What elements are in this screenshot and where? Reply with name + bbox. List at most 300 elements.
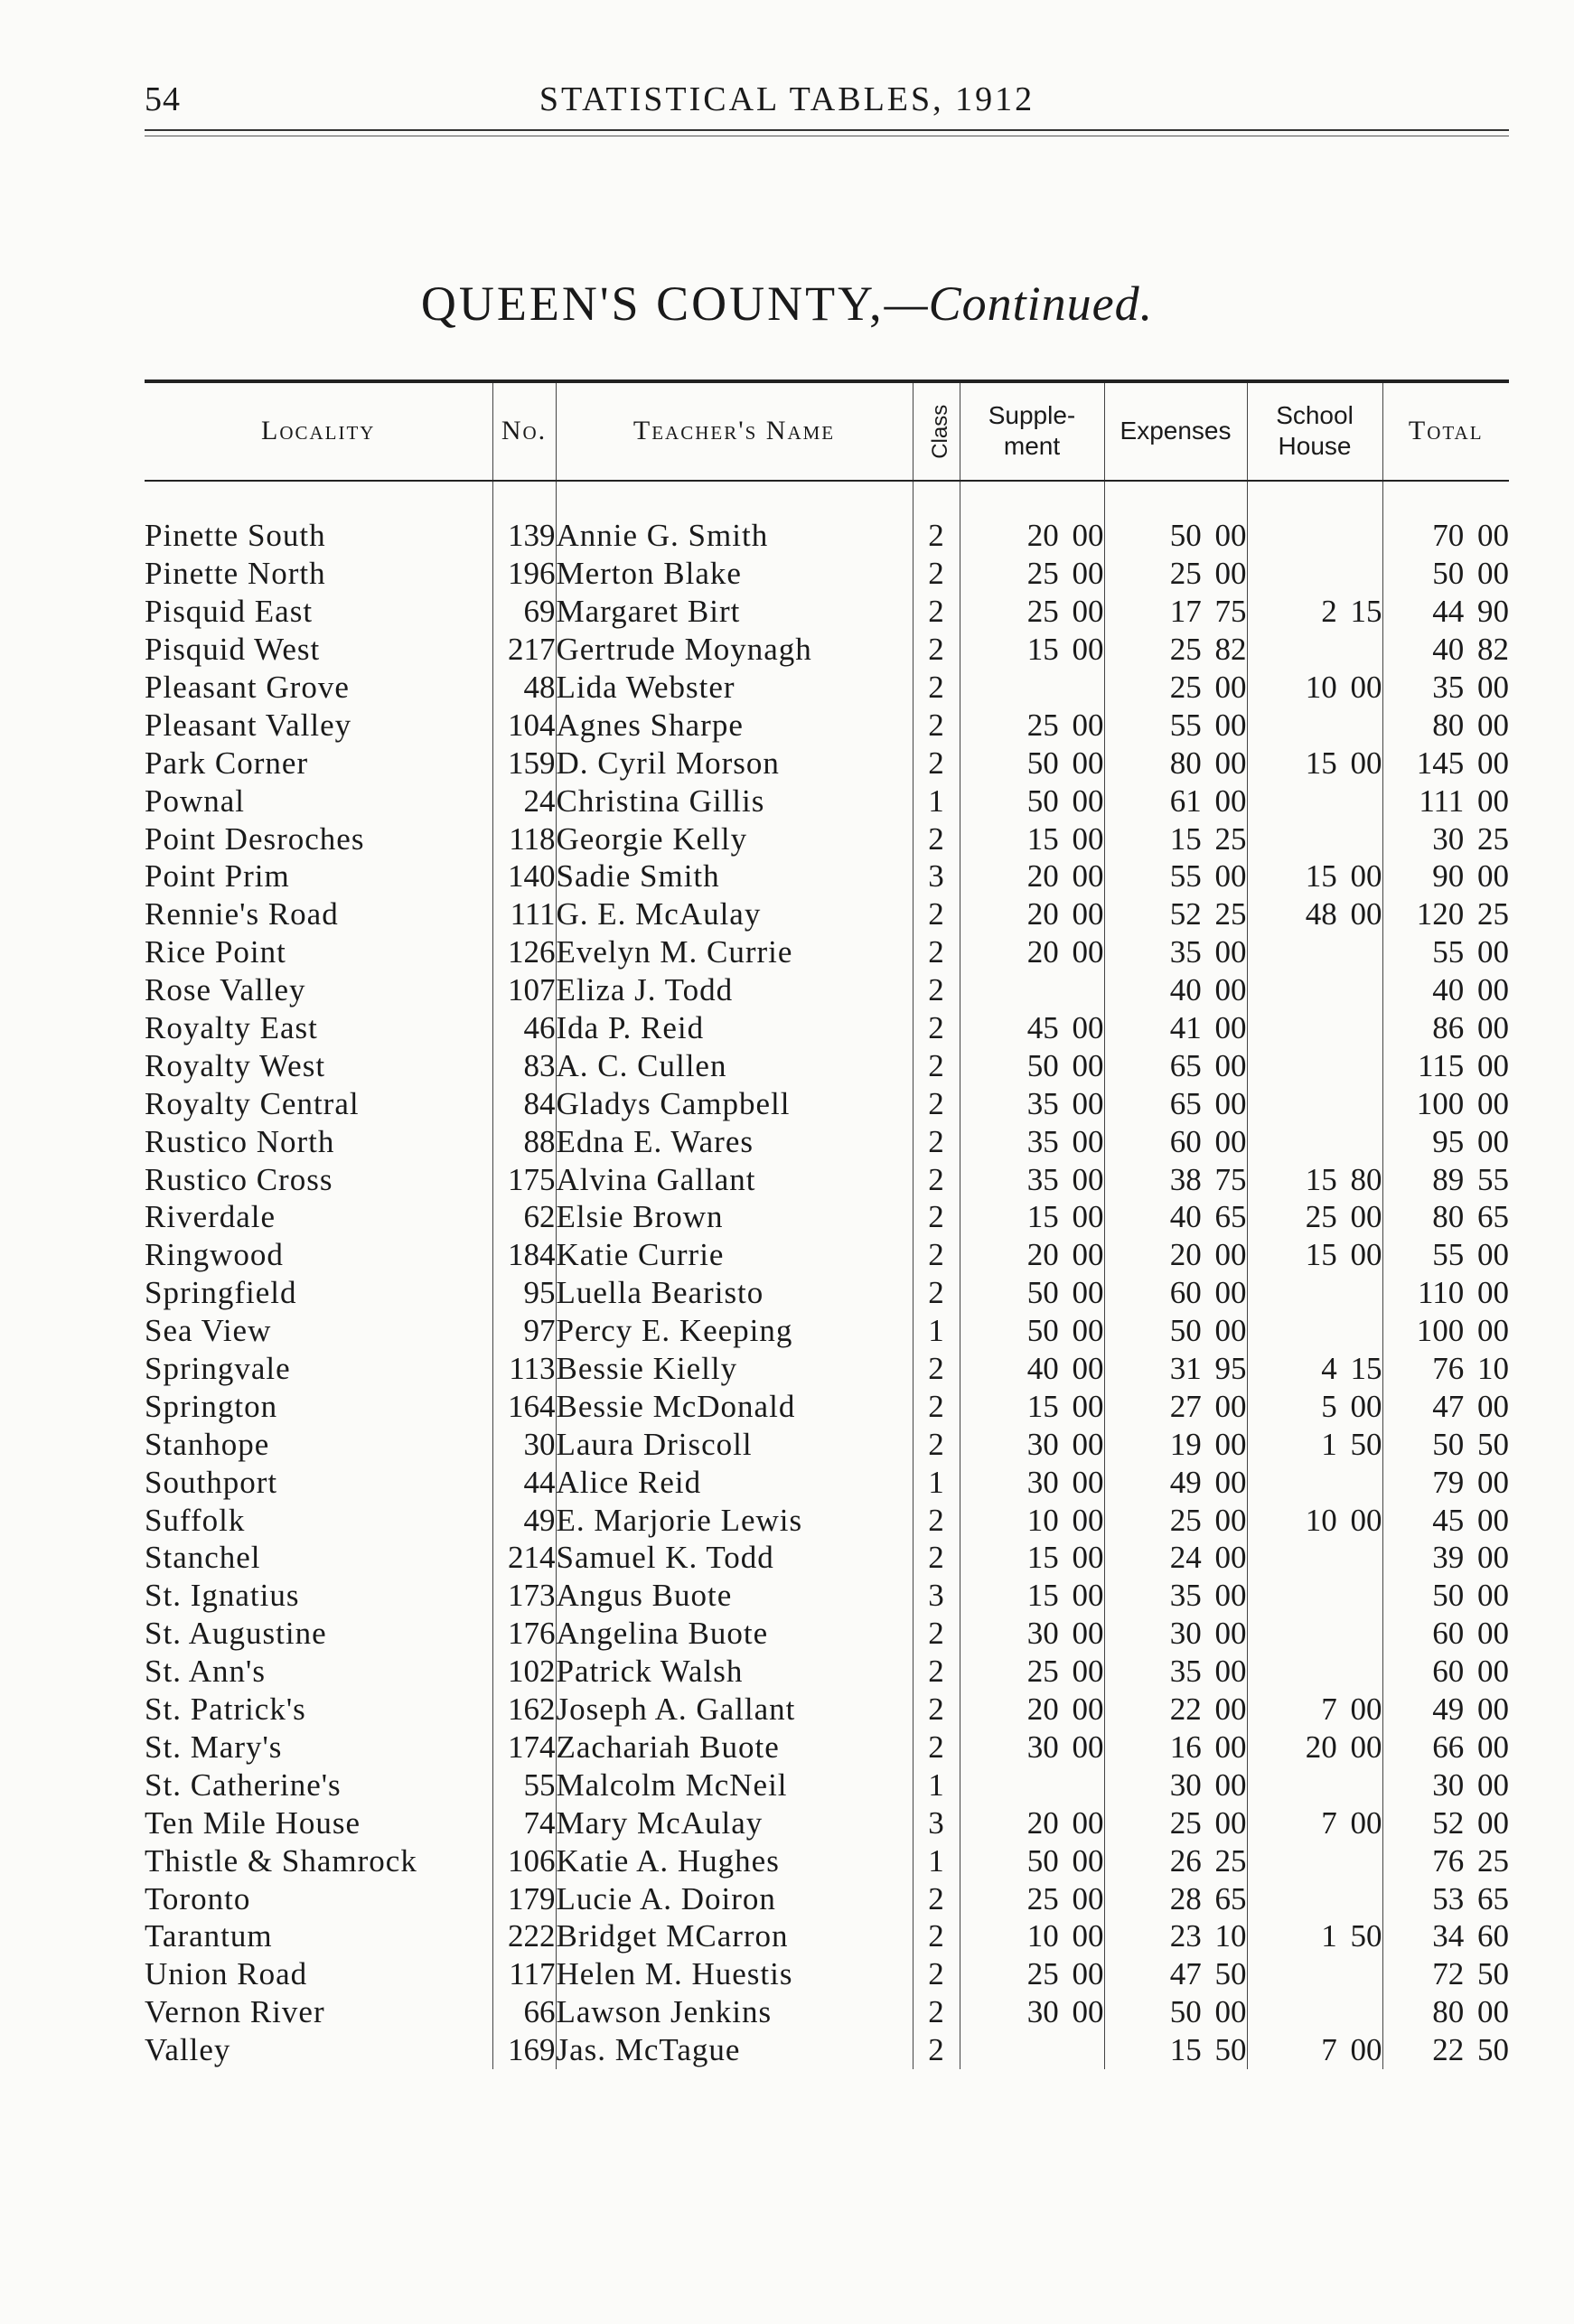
cell-class: 2: [913, 1046, 960, 1084]
cell-school-house: [1247, 1539, 1382, 1577]
cell-class: 2: [913, 593, 960, 631]
cell-school-house: 7 00: [1247, 2031, 1382, 2069]
cell-class: 2: [913, 971, 960, 1009]
cell-total: 55 00: [1382, 933, 1509, 971]
cell-supplement: 25 00: [960, 706, 1104, 744]
cell-teacher-name: Lida Webster: [556, 669, 913, 707]
cell-supplement: [960, 2031, 1104, 2069]
cell-school-house: [1247, 1653, 1382, 1691]
cell-class: 2: [913, 1691, 960, 1729]
cell-locality: Stanhope: [145, 1426, 270, 1462]
cell-supplement: [960, 1766, 1104, 1804]
table-row: [145, 1804, 1509, 1841]
cell-school-house: 1 50: [1247, 1917, 1382, 1955]
table-row: [145, 1729, 1509, 1766]
cell-school-house: [1247, 631, 1382, 669]
cell-expenses: 15 50: [1104, 2031, 1247, 2069]
cell-teacher-name: Mary McAulay: [556, 1804, 913, 1841]
cell-teacher-name: Malcolm McNeil: [556, 1766, 913, 1804]
cell-expenses: 20 00: [1104, 1236, 1247, 1274]
cell-teacher-name: Annie G. Smith: [556, 517, 913, 555]
cell-class: 2: [913, 1009, 960, 1047]
cell-school-number: 117: [492, 1955, 556, 1993]
table-title-main: QUEEN'S COUNTY,: [420, 276, 885, 331]
cell-class: 2: [913, 1955, 960, 1993]
cell-class: 2: [913, 706, 960, 744]
cell-school-house: 48 00: [1247, 895, 1382, 933]
cell-expenses: 65 00: [1104, 1084, 1247, 1122]
cell-school-number: 83: [492, 1046, 556, 1084]
cell-expenses: 27 00: [1104, 1387, 1247, 1425]
cell-school-number: 106: [492, 1841, 556, 1879]
cell-locality: Rustico North: [145, 1123, 335, 1159]
cell-school-number: 49: [492, 1501, 556, 1539]
cell-school-number: 173: [492, 1577, 556, 1615]
cell-total: 60 00: [1382, 1653, 1509, 1691]
cell-locality: Park Corner: [145, 745, 309, 781]
cell-school-number: 66: [492, 1993, 556, 2031]
cell-supplement: [960, 971, 1104, 1009]
cell-total: 47 00: [1382, 1387, 1509, 1425]
cell-expenses: 80 00: [1104, 744, 1247, 782]
cell-school-number: 111: [492, 895, 556, 933]
cell-locality: Valley: [145, 2032, 231, 2068]
cell-expenses: 65 00: [1104, 1046, 1247, 1084]
cell-supplement: 15 00: [960, 1577, 1104, 1615]
cell-locality: Toronto: [145, 1880, 251, 1916]
cell-total: 50 00: [1382, 1577, 1509, 1615]
cell-teacher-name: D. Cyril Morson: [556, 744, 913, 782]
table-row: [145, 1387, 1509, 1425]
cell-school-number: 169: [492, 2031, 556, 2069]
cell-expenses: 50 00: [1104, 1993, 1247, 2031]
table-row: [145, 517, 1509, 555]
cell-locality: Rennie's Road: [145, 896, 339, 932]
cell-school-house: 20 00: [1247, 1729, 1382, 1766]
cell-total: 44 90: [1382, 593, 1509, 631]
cell-class: 2: [913, 555, 960, 593]
cell-school-number: 102: [492, 1653, 556, 1691]
cell-expenses: 22 00: [1104, 1691, 1247, 1729]
cell-school-house: [1247, 555, 1382, 593]
cell-teacher-name: Katie Currie: [556, 1236, 913, 1274]
cell-school-house: 15 00: [1247, 857, 1382, 895]
cell-teacher-name: Bridget MCarron: [556, 1917, 913, 1955]
table-row: [145, 971, 1509, 1009]
cell-school-house: 5 00: [1247, 1387, 1382, 1425]
cell-school-number: 140: [492, 857, 556, 895]
cell-expenses: 28 65: [1104, 1879, 1247, 1917]
cell-class: 1: [913, 782, 960, 820]
cell-school-house: [1247, 1312, 1382, 1350]
cell-supplement: 10 00: [960, 1917, 1104, 1955]
cell-supplement: 50 00: [960, 1841, 1104, 1879]
cell-total: 80 65: [1382, 1198, 1509, 1236]
cell-teacher-name: Elsie Brown: [556, 1198, 913, 1236]
cell-class: 2: [913, 1917, 960, 1955]
cell-locality: Ten Mile House: [145, 1804, 361, 1841]
cell-class: 1: [913, 1766, 960, 1804]
cell-locality: Springton: [145, 1388, 278, 1424]
cell-total: 35 00: [1382, 669, 1509, 707]
cell-school-house: [1247, 1009, 1382, 1047]
cell-class: 2: [913, 1387, 960, 1425]
table-row: [145, 933, 1509, 971]
col-header-expenses: Expenses: [1104, 381, 1247, 481]
cell-expenses: 17 75: [1104, 593, 1247, 631]
cell-expenses: 25 00: [1104, 669, 1247, 707]
cell-supplement: 50 00: [960, 1312, 1104, 1350]
table-row: [145, 1993, 1509, 2031]
cell-teacher-name: G. E. McAulay: [556, 895, 913, 933]
cell-teacher-name: Patrick Walsh: [556, 1653, 913, 1691]
cell-locality: Stanchel: [145, 1540, 261, 1576]
cell-supplement: 15 00: [960, 1539, 1104, 1577]
cell-school-house: 4 15: [1247, 1350, 1382, 1388]
cell-expenses: 61 00: [1104, 782, 1247, 820]
cell-expenses: 25 00: [1104, 1804, 1247, 1841]
table-row: [145, 857, 1509, 895]
cell-total: 95 00: [1382, 1122, 1509, 1160]
table-title: [0, 276, 1574, 332]
col-header-class: Class: [913, 381, 960, 481]
cell-locality: St. Augustine: [145, 1616, 327, 1652]
cell-expenses: 25 00: [1104, 555, 1247, 593]
cell-school-number: 175: [492, 1160, 556, 1198]
table-row: [145, 782, 1509, 820]
cell-school-number: 222: [492, 1917, 556, 1955]
table-row: [145, 631, 1509, 669]
cell-locality: Pinette South: [145, 518, 326, 554]
table-row: [145, 1841, 1509, 1879]
cell-teacher-name: Luella Bearisto: [556, 1274, 913, 1312]
cell-school-house: [1247, 1046, 1382, 1084]
cell-teacher-name: Sadie Smith: [556, 857, 913, 895]
cell-supplement: 30 00: [960, 1615, 1104, 1653]
cell-locality: St. Catherine's: [145, 1766, 342, 1803]
table-row: [145, 1122, 1509, 1160]
cell-total: 50 00: [1382, 555, 1509, 593]
statistics-table: [145, 380, 1509, 2069]
cell-supplement: 20 00: [960, 857, 1104, 895]
cell-supplement: 25 00: [960, 1653, 1104, 1691]
cell-total: 30 25: [1382, 820, 1509, 857]
table-row: [145, 1463, 1509, 1501]
cell-teacher-name: E. Marjorie Lewis: [556, 1501, 913, 1539]
cell-school-number: 88: [492, 1122, 556, 1160]
cell-supplement: 40 00: [960, 1350, 1104, 1388]
cell-school-house: 15 00: [1247, 744, 1382, 782]
cell-class: 2: [913, 631, 960, 669]
cell-school-number: 104: [492, 706, 556, 744]
cell-school-number: 97: [492, 1312, 556, 1350]
cell-school-number: 118: [492, 820, 556, 857]
cell-teacher-name: Merton Blake: [556, 555, 913, 593]
cell-total: 76 10: [1382, 1350, 1509, 1388]
cell-school-number: 48: [492, 669, 556, 707]
cell-total: 40 00: [1382, 971, 1509, 1009]
cell-supplement: 30 00: [960, 1463, 1104, 1501]
cell-locality: Royalty Central: [145, 1085, 360, 1121]
cell-locality: Pisquid West: [145, 632, 321, 668]
cell-total: 110 00: [1382, 1274, 1509, 1312]
cell-expenses: 50 00: [1104, 517, 1247, 555]
cell-total: 80 00: [1382, 1993, 1509, 2031]
table-row: [145, 1577, 1509, 1615]
cell-school-number: 179: [492, 1879, 556, 1917]
cell-expenses: 35 00: [1104, 933, 1247, 971]
cell-class: 2: [913, 1993, 960, 2031]
cell-expenses: 16 00: [1104, 1729, 1247, 1766]
cell-locality: Rice Point: [145, 934, 286, 970]
cell-total: 39 00: [1382, 1539, 1509, 1577]
cell-supplement: 50 00: [960, 1046, 1104, 1084]
cell-locality: St. Ignatius: [145, 1578, 300, 1614]
cell-expenses: 60 00: [1104, 1122, 1247, 1160]
cell-teacher-name: Zachariah Buote: [556, 1729, 913, 1766]
cell-expenses: 15 25: [1104, 820, 1247, 857]
cell-supplement: 20 00: [960, 517, 1104, 555]
cell-supplement: 50 00: [960, 744, 1104, 782]
cell-locality: Ringwood: [145, 1237, 284, 1273]
cell-class: 2: [913, 2031, 960, 2069]
cell-teacher-name: Angelina Buote: [556, 1615, 913, 1653]
cell-locality: Royalty West: [145, 1047, 326, 1083]
table-row: [145, 1425, 1509, 1463]
table-row: [145, 593, 1509, 631]
cell-teacher-name: Agnes Sharpe: [556, 706, 913, 744]
cell-expenses: 47 50: [1104, 1955, 1247, 1993]
cell-locality: St. Ann's: [145, 1654, 266, 1690]
table-row: [145, 555, 1509, 593]
cell-school-number: 164: [492, 1387, 556, 1425]
table-row: [145, 1084, 1509, 1122]
cell-teacher-name: Evelyn M. Currie: [556, 933, 913, 971]
cell-locality: Pinette North: [145, 556, 326, 592]
cell-teacher-name: Christina Gillis: [556, 782, 913, 820]
cell-school-house: [1247, 1993, 1382, 2031]
cell-class: 1: [913, 1312, 960, 1350]
cell-total: 72 50: [1382, 1955, 1509, 1993]
cell-teacher-name: Eliza J. Todd: [556, 971, 913, 1009]
cell-school-number: 62: [492, 1198, 556, 1236]
cell-class: 2: [913, 1122, 960, 1160]
cell-teacher-name: A. C. Cullen: [556, 1046, 913, 1084]
cell-teacher-name: Georgie Kelly: [556, 820, 913, 857]
cell-total: 52 00: [1382, 1804, 1509, 1841]
col-header-supplement: Supple- ment: [960, 381, 1104, 481]
cell-locality: Point Desroches: [145, 820, 365, 857]
cell-total: 45 00: [1382, 1501, 1509, 1539]
cell-school-house: [1247, 1615, 1382, 1653]
col-header-locality: Locality: [145, 381, 492, 481]
cell-total: 79 00: [1382, 1463, 1509, 1501]
table-row: [145, 2031, 1509, 2069]
col-header-teacher: Teacher's Name: [556, 381, 913, 481]
cell-class: 2: [913, 744, 960, 782]
cell-expenses: 30 00: [1104, 1615, 1247, 1653]
cell-expenses: 41 00: [1104, 1009, 1247, 1047]
cell-locality: Springvale: [145, 1351, 291, 1387]
cell-school-number: 113: [492, 1350, 556, 1388]
cell-locality: Pownal: [145, 782, 245, 819]
table-row: [145, 895, 1509, 933]
cell-total: 111 00: [1382, 782, 1509, 820]
cell-school-house: [1247, 1879, 1382, 1917]
cell-school-number: 107: [492, 971, 556, 1009]
cell-total: 49 00: [1382, 1691, 1509, 1729]
cell-total: 30 00: [1382, 1766, 1509, 1804]
cell-class: 3: [913, 1577, 960, 1615]
cell-class: 3: [913, 1804, 960, 1841]
cell-total: 76 25: [1382, 1841, 1509, 1879]
cell-locality: St. Patrick's: [145, 1691, 306, 1728]
table-row: [145, 820, 1509, 857]
cell-expenses: 19 00: [1104, 1425, 1247, 1463]
cell-total: 66 00: [1382, 1729, 1509, 1766]
table-spacer-row: [145, 481, 1509, 517]
cell-expenses: 31 95: [1104, 1350, 1247, 1388]
cell-class: 2: [913, 1425, 960, 1463]
cell-total: 90 00: [1382, 857, 1509, 895]
cell-school-house: 7 00: [1247, 1804, 1382, 1841]
table-row: [145, 1350, 1509, 1388]
cell-teacher-name: Gertrude Moynagh: [556, 631, 913, 669]
cell-total: 115 00: [1382, 1046, 1509, 1084]
cell-class: 2: [913, 820, 960, 857]
cell-total: 60 00: [1382, 1615, 1509, 1653]
cell-locality: Tarantum: [145, 1918, 273, 1954]
col-header-no: No.: [492, 381, 556, 481]
cell-school-house: [1247, 933, 1382, 971]
cell-teacher-name: Samuel K. Todd: [556, 1539, 913, 1577]
table-row: [145, 1615, 1509, 1653]
cell-school-number: 217: [492, 631, 556, 669]
cell-total: 53 65: [1382, 1879, 1509, 1917]
cell-school-number: 24: [492, 782, 556, 820]
table-row: [145, 1160, 1509, 1198]
cell-teacher-name: Percy E. Keeping: [556, 1312, 913, 1350]
table-row: [145, 1046, 1509, 1084]
cell-locality: Suffolk: [145, 1502, 246, 1538]
cell-total: 70 00: [1382, 517, 1509, 555]
cell-class: 2: [913, 1274, 960, 1312]
table-row: [145, 1236, 1509, 1274]
table-row: [145, 744, 1509, 782]
cell-teacher-name: Katie A. Hughes: [556, 1841, 913, 1879]
cell-locality: Pleasant Grove: [145, 670, 350, 705]
cell-supplement: 15 00: [960, 1387, 1104, 1425]
cell-class: 2: [913, 1084, 960, 1122]
cell-expenses: 49 00: [1104, 1463, 1247, 1501]
cell-class: 2: [913, 1160, 960, 1198]
cell-supplement: 30 00: [960, 1425, 1104, 1463]
table-row: [145, 1009, 1509, 1047]
page-number: 54: [145, 80, 181, 118]
cell-class: 2: [913, 1653, 960, 1691]
cell-teacher-name: Bessie Kielly: [556, 1350, 913, 1388]
cell-school-house: [1247, 1577, 1382, 1615]
cell-total: 89 55: [1382, 1160, 1509, 1198]
cell-locality: Union Road: [145, 1956, 308, 1992]
cell-supplement: 30 00: [960, 1993, 1104, 2031]
cell-expenses: 50 00: [1104, 1312, 1247, 1350]
cell-school-number: 44: [492, 1463, 556, 1501]
cell-school-house: 10 00: [1247, 669, 1382, 707]
table-header-row: [145, 381, 1509, 481]
cell-locality: Point Prim: [145, 858, 290, 895]
cell-supplement: 25 00: [960, 555, 1104, 593]
cell-school-number: 159: [492, 744, 556, 782]
cell-locality: Springfield: [145, 1275, 297, 1311]
cell-teacher-name: Lucie A. Doiron: [556, 1879, 913, 1917]
cell-expenses: 38 75: [1104, 1160, 1247, 1198]
cell-locality: Thistle & Shamrock: [145, 1842, 417, 1879]
cell-class: 2: [913, 895, 960, 933]
cell-teacher-name: Ida P. Reid: [556, 1009, 913, 1047]
cell-school-number: 95: [492, 1274, 556, 1312]
table-row: [145, 669, 1509, 707]
cell-class: 2: [913, 1729, 960, 1766]
cell-teacher-name: Margaret Birt: [556, 593, 913, 631]
cell-school-house: [1247, 1274, 1382, 1312]
cell-total: 50 50: [1382, 1425, 1509, 1463]
table-row: [145, 1312, 1509, 1350]
cell-supplement: 25 00: [960, 1879, 1104, 1917]
cell-total: 80 00: [1382, 706, 1509, 744]
cell-class: 2: [913, 669, 960, 707]
cell-school-house: [1247, 1122, 1382, 1160]
cell-locality: Rose Valley: [145, 972, 306, 1008]
cell-class: 2: [913, 1198, 960, 1236]
cell-supplement: 35 00: [960, 1084, 1104, 1122]
cell-school-house: [1247, 706, 1382, 744]
cell-total: 120 25: [1382, 895, 1509, 933]
cell-supplement: 20 00: [960, 1236, 1104, 1274]
cell-school-house: 7 00: [1247, 1691, 1382, 1729]
table-row: [145, 1501, 1509, 1539]
cell-school-house: [1247, 1084, 1382, 1122]
cell-class: 1: [913, 1463, 960, 1501]
cell-supplement: 20 00: [960, 1804, 1104, 1841]
cell-total: 34 60: [1382, 1917, 1509, 1955]
cell-school-number: 139: [492, 517, 556, 555]
table-row: [145, 1917, 1509, 1955]
cell-expenses: 23 10: [1104, 1917, 1247, 1955]
cell-total: 22 50: [1382, 2031, 1509, 2069]
cell-supplement: 20 00: [960, 1691, 1104, 1729]
cell-class: 2: [913, 1501, 960, 1539]
cell-class: 2: [913, 1539, 960, 1577]
cell-school-house: 25 00: [1247, 1198, 1382, 1236]
table-row: [145, 1879, 1509, 1917]
cell-supplement: 35 00: [960, 1160, 1104, 1198]
cell-supplement: 50 00: [960, 1274, 1104, 1312]
table-row: [145, 1274, 1509, 1312]
cell-teacher-name: Helen M. Huestis: [556, 1955, 913, 1993]
table-row: [145, 1955, 1509, 1993]
cell-locality: Pleasant Valley: [145, 707, 352, 743]
cell-supplement: 15 00: [960, 820, 1104, 857]
cell-expenses: 25 82: [1104, 631, 1247, 669]
cell-teacher-name: Alvina Gallant: [556, 1160, 913, 1198]
cell-teacher-name: Angus Buote: [556, 1577, 913, 1615]
cell-total: 40 82: [1382, 631, 1509, 669]
cell-expenses: 30 00: [1104, 1766, 1247, 1804]
cell-locality: Southport: [145, 1464, 278, 1500]
cell-teacher-name: Joseph A. Gallant: [556, 1691, 913, 1729]
cell-class: 2: [913, 933, 960, 971]
